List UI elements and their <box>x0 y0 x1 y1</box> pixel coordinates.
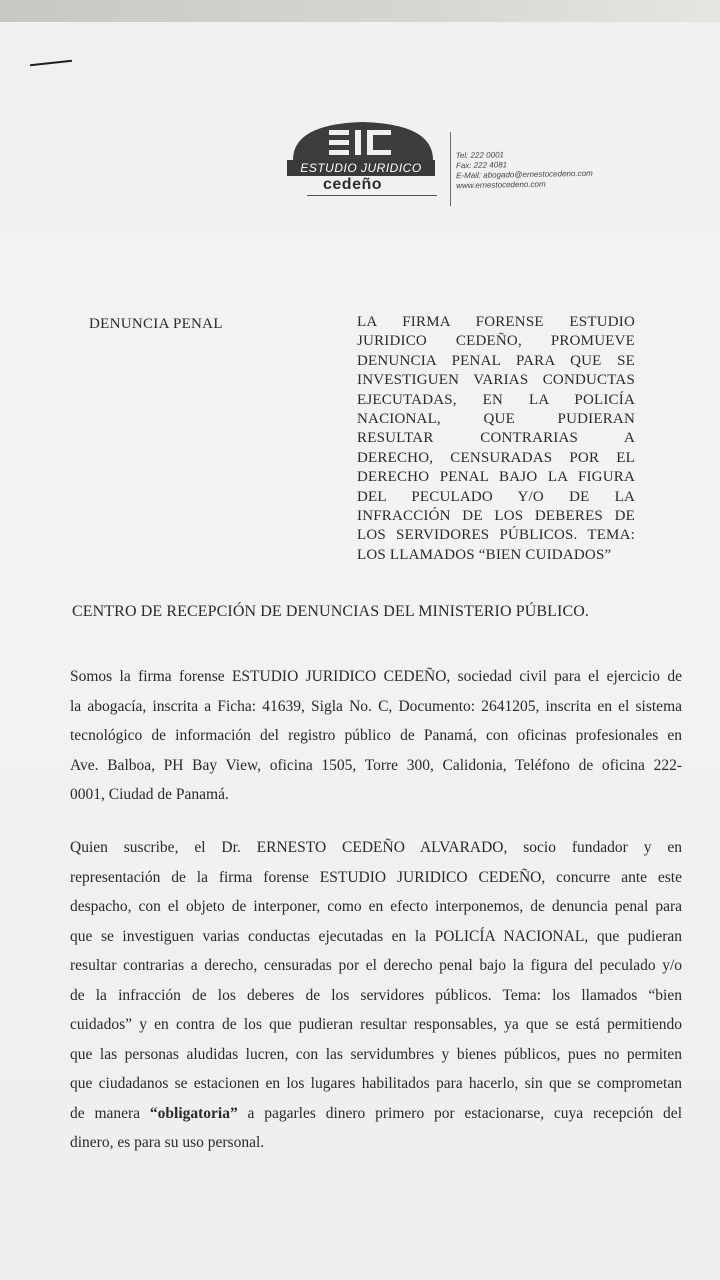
logo-underline <box>307 195 437 196</box>
firm-logo <box>283 118 443 200</box>
paragraph-line: Quien suscribe, el Dr. ERNESTO CEDEÑO ALVARADO, socio fundador y en <box>70 839 682 856</box>
paragraph-line: despacho, con el objeto de interponer, como en efecto interponemos, de denuncia penal para <box>70 898 682 915</box>
summary-line: NACIONAL, QUE PUDIERAN <box>357 411 635 428</box>
paragraph-line: Ave. Balboa, PH Bay View, oficina 1505, Torre 300, Calidonia, Teléfono de oficina 222- <box>70 756 682 774</box>
paragraph-line: que ciudadanos se estacionen en los lugares habilitados para hacerlo, sin que se comprometan <box>70 1075 682 1092</box>
paragraph-line <box>70 1099 682 1129</box>
paragraph-line: resultar contrarias a derecho, censuradas por el derecho penal bajo la figura del peculado y/o <box>70 957 682 974</box>
line-text: a pagarles dinero primero por estacionarse, cuya recepción del <box>237 1104 682 1122</box>
summary-line: DEL PECULADO Y/O DE LA <box>357 488 635 505</box>
letterhead-divider <box>450 132 451 206</box>
document-title: DENUNCIA PENAL <box>89 316 223 332</box>
paragraph-line: que se investiguen varias conductas ejecutadas en la POLICÍA NACIONAL, que pudieran <box>70 927 682 945</box>
summary-line: LA FIRMA FORENSE ESTUDIO <box>357 314 635 330</box>
bold-term: “obligatoria” <box>149 1104 238 1122</box>
pen-mark <box>30 60 72 66</box>
contact-web: www.ernestocedeno.com <box>456 179 546 191</box>
contact-email: E-Mail: abogado@ernestocedeno.com <box>456 168 593 181</box>
paragraph-line: representación de la firma forense ESTUDIO JURIDICO CEDEÑO, concurre ante este <box>70 868 682 886</box>
paragraph-line: la abogacía, inscrita a Ficha: 41639, Sigla No. C, Documento: 2641205, inscrita en el sistema <box>70 697 682 715</box>
paragraph-firm-identification <box>70 662 682 810</box>
paragraph-line: que las personas aludidas lucren, con las servidumbres y bienes públicos, pues no permiten <box>70 1045 682 1063</box>
contact-block <box>456 149 593 191</box>
addressee-heading: CENTRO DE RECEPCIÓN DE DENUNCIAS DEL MINISTERIO PÚBLICO. <box>72 603 589 620</box>
logo-band-text: ESTUDIO JURIDICO <box>287 160 435 176</box>
summary-line: DENUNCIA PENAL PARA QUE SE <box>357 352 635 369</box>
contact-fax: Fax: 222 4081 <box>455 160 508 171</box>
summary-line: INFRACCIÓN DE LOS DEBERES DE <box>357 508 635 525</box>
logo-firm-name: cedeño <box>323 176 383 193</box>
paragraph-line: dinero, es para su uso personal. <box>70 1134 265 1151</box>
background-strip <box>0 0 720 22</box>
summary-line: RESULTAR CONTRARIAS A <box>357 430 635 447</box>
summary-line: DERECHO, CENSURADAS POR EL <box>357 449 635 466</box>
paragraph-line: tecnológico de información del registro público de Panamá, con oficinas profesionales en <box>70 727 682 744</box>
paragraph-line: Somos la firma forense ESTUDIO JURIDICO CEDEÑO, sociedad civil para el ejercicio de <box>70 668 682 685</box>
summary-line: LOS LLAMADOS “BIEN CUIDADOS” <box>357 546 612 563</box>
summary-line: INVESTIGUEN VARIAS CONDUCTAS <box>357 372 635 389</box>
summary-line: DERECHO PENAL BAJO LA FIGURA <box>357 469 635 486</box>
summary-line: EJECUTADAS, EN LA POLICÍA <box>357 391 635 408</box>
summary-block <box>357 313 635 565</box>
paragraph-line: de la infracción de los deberes de los servidores públicos. Tema: los llamados “bien <box>70 986 682 1004</box>
line-text: de manera <box>70 1104 150 1122</box>
contact-tel: Tel: 222 0001 <box>455 150 505 161</box>
paragraph-complaint <box>70 833 682 1158</box>
summary-line: JURIDICO CEDEÑO, PROMUEVE <box>357 333 635 350</box>
summary-line: LOS SERVIDORES PÚBLICOS. TEMA: <box>357 527 635 544</box>
paragraph-line: 0001, Ciudad de Panamá. <box>70 786 229 803</box>
logo-mark-icon <box>283 118 443 162</box>
paragraph-line: cuidados” y en contra de los que pudieran resultar responsables, ya que se está permitiendo <box>70 1016 682 1033</box>
